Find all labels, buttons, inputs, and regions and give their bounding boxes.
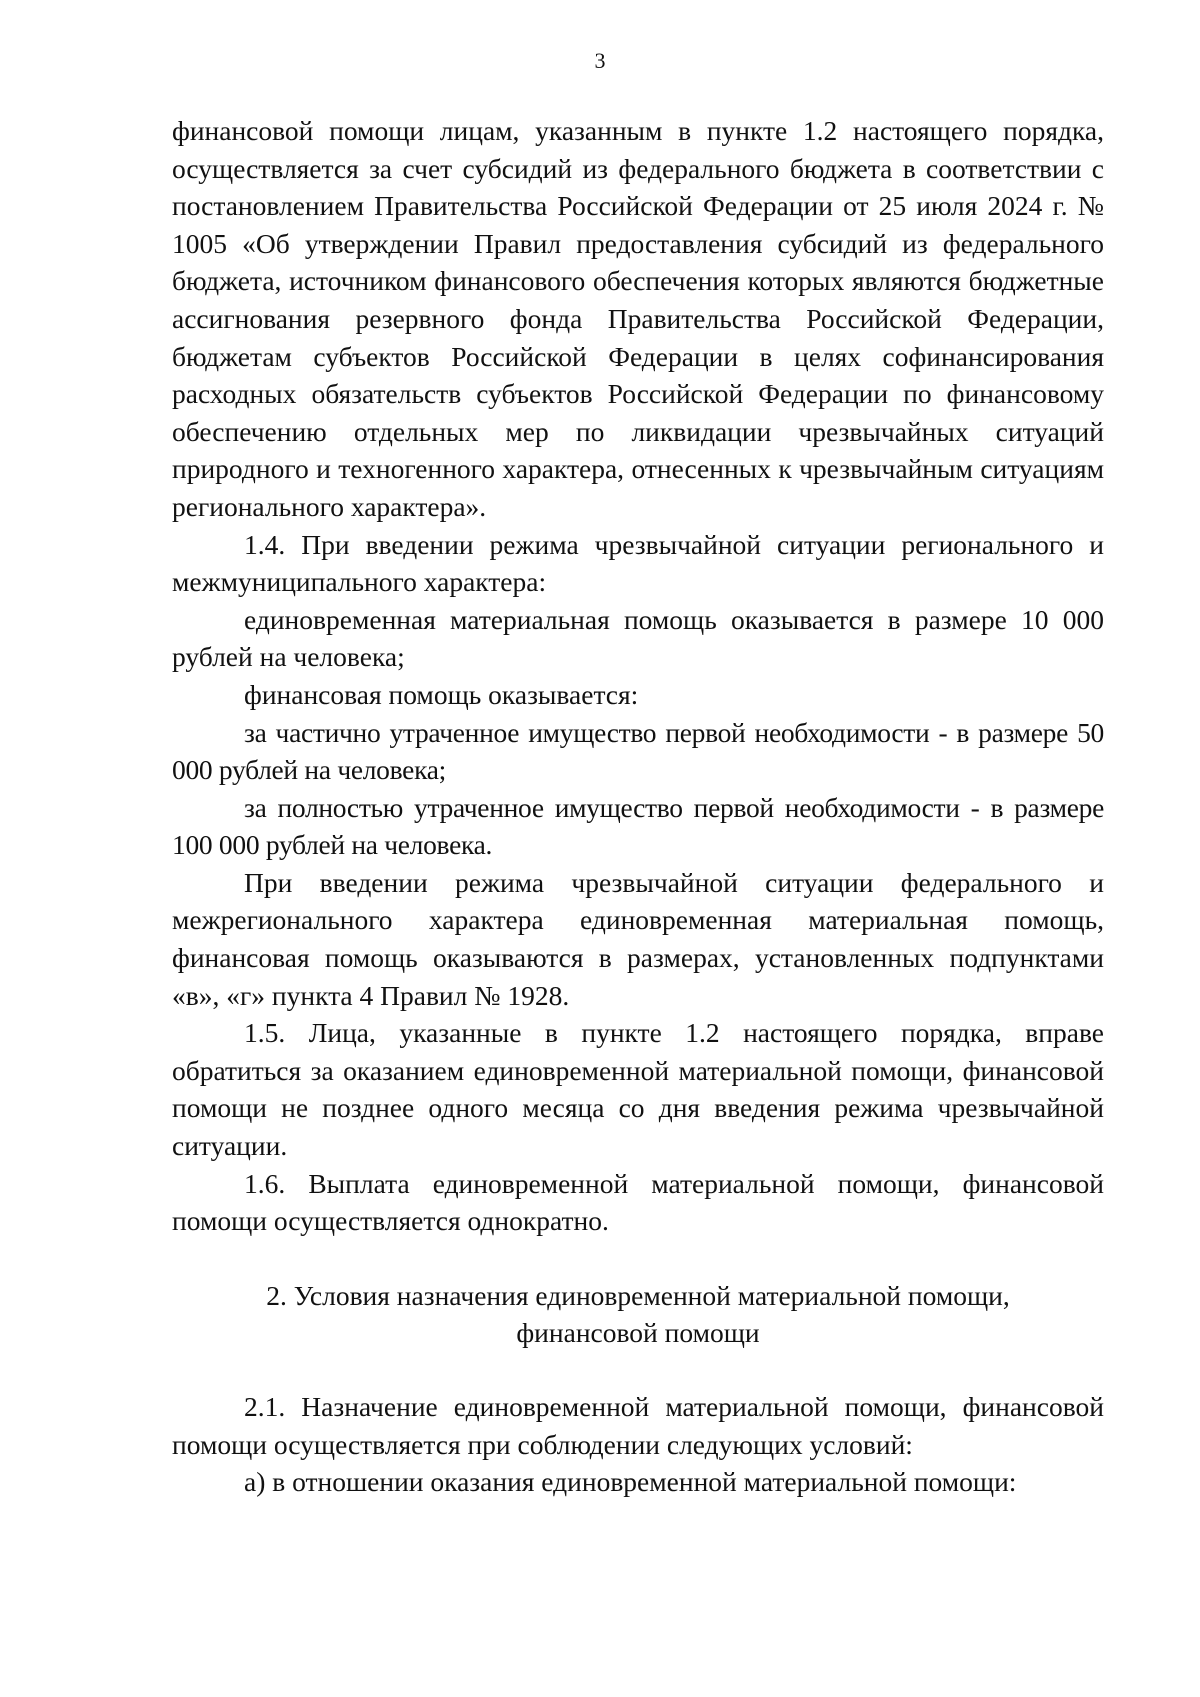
- section-heading: [172, 1277, 1104, 1352]
- paragraph-1-6: 1.6. Выплата единовременной материальной помощи, финансовой помощи осуществляется однократно.: [172, 1167, 1104, 1237]
- paragraph-1-4: 1.4. При введении режима чрезвычайной ситуации регионального и межмуниципального характера:: [172, 528, 1104, 598]
- paragraph-partial-loss: за частично утраченное имущество первой необходимости - в размере 50 000 рублей на человека;: [172, 716, 1104, 786]
- paragraph-continuation: финансовой помощи лицам, указанным в пункте 1.2 настоящего порядка, осуществляется за счет субсидий из федерального бюджета в соответствии с постановлением Правительства Российской Федерации от 25 июля 2024 г. № 1005 «Об утверждении Правил предоставления субсидий из федерального бюджета, источником финансового обеспечения которых являются бюджетные ассигнования резервного фонда Правительства Российской Федерации, бюджетам субъектов Российской Федерации в целях софинансирования расходных обязательств субъектов Российской Федерации по финансовому обеспечению отдельных мер по ликвидации чрезвычайных ситуаций природного и техногенного характера, отнесенных к чрезвычайным ситуациям регионального характера».: [172, 115, 1104, 522]
- paragraph-one-time-aid: единовременная материальная помощь оказывается в размере 10 000 рублей на человека;: [172, 603, 1104, 673]
- paragraph-1-5: 1.5. Лица, указанные в пункте 1.2 настоящего порядка, вправе обратиться за оказанием единовременной материальной помощи, финансовой помощи не позднее одного месяца со дня введения режима чрезвычайной ситуации.: [172, 1017, 1104, 1162]
- section-heading-line-1: 2. Условия назначения единовременной материальной помощи,: [266, 1279, 1010, 1311]
- paragraph-federal-regime: При введении режима чрезвычайной ситуации федерального и межрегионального характера единовременная материальная помощь, финансовая помощь оказываются в размерах, установленных подпунктами «в», «г» пункта 4 Правил № 1928.: [172, 866, 1104, 1011]
- paragraph-2-1-a: а) в отношении оказания единовременной материальной помощи:: [244, 1466, 1017, 1498]
- page-number: 3: [594, 48, 606, 73]
- paragraph-financial-aid: финансовая помощь оказывается:: [244, 678, 639, 710]
- paragraph-2-1: 2.1. Назначение единовременной материальной помощи, финансовой помощи осуществляется при соблюдении следующих условий:: [172, 1391, 1104, 1460]
- section-heading-line-2: финансовой помощи: [516, 1317, 760, 1349]
- paragraph-full-loss: за полностью утраченное имущество первой необходимости - в размере 100 000 рублей на человека.: [172, 791, 1104, 861]
- document-body: [172, 112, 1104, 1501]
